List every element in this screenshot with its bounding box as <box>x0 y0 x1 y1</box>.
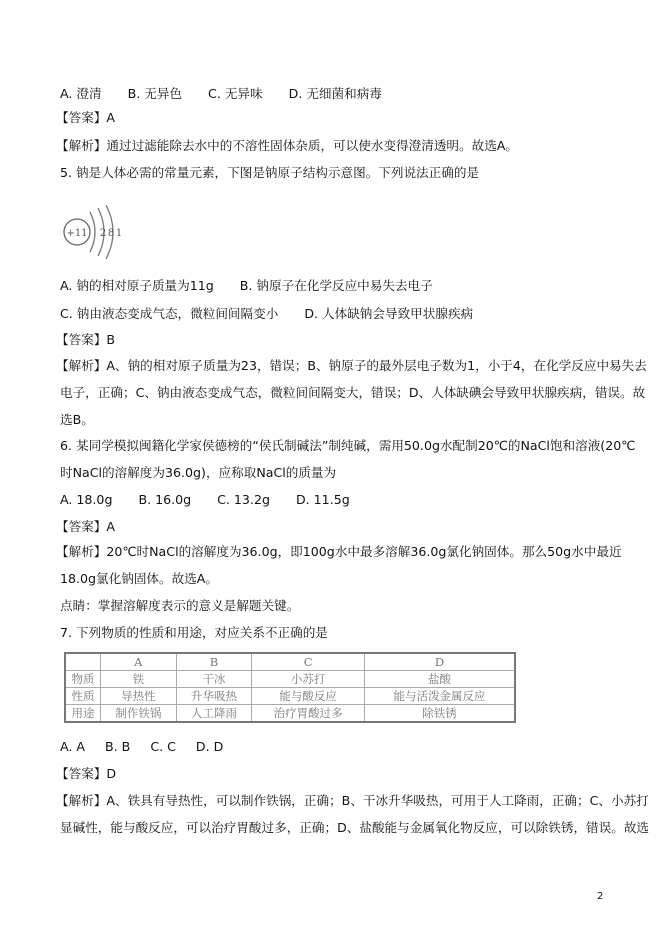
option-a: A. 澄清 <box>60 86 102 101</box>
q4-options <box>60 86 408 102</box>
table-cell: 盐酸 <box>364 671 515 688</box>
q5-analysis-line: 【解析】A、钠的相对原子质量为23，错误；B、钠原子的最外层电子数为1，小于4，在化学反应中易失去 <box>56 358 647 373</box>
option-c: C. 13.2g <box>217 492 270 507</box>
option-a: A. A <box>60 739 86 754</box>
table-row <box>65 705 515 723</box>
option-c: C. C <box>150 739 176 754</box>
table-cell: A <box>101 653 177 671</box>
table-cell: 制作铁锅 <box>101 705 177 723</box>
q6-analysis-line: 【解析】20℃时NaCl的溶解度为36.0g，即100g水中最多溶解36.0g氯化钠固体。那么50g水中最近 <box>56 544 622 559</box>
option-b: B. 无异色 <box>127 86 183 101</box>
table-cell: 除铁锈 <box>364 705 515 723</box>
option-b: B. B <box>105 739 131 754</box>
option-a: A. 钠的相对原子质量为11g <box>60 278 214 293</box>
q7-analysis-line: 【解析】A、铁具有导热性，可以制作铁锅，正确；B、干冰升华吸热，可用于人工降雨，正确；C、小苏打 <box>56 793 649 808</box>
table-cell: B <box>176 653 252 671</box>
table-cell: C <box>252 653 365 671</box>
table-row <box>65 688 515 705</box>
shell-electrons: 2 <box>99 228 107 239</box>
q6-options <box>60 492 376 508</box>
q6-analysis-line: 18.0g氯化钠固体。故选A。 <box>60 571 218 586</box>
q5-answer: 【答案】B <box>56 332 116 347</box>
table-cell: 能与活泼金属反应 <box>364 688 515 705</box>
table-cell: 能与酸反应 <box>252 688 365 705</box>
q6-answer: 【答案】A <box>56 519 115 534</box>
q4-answer: 【答案】A <box>56 110 115 125</box>
q7-analysis-line: 显碱性，能与酸反应，可以治疗胃酸过多，正确；D、盐酸能与金属氧化物反应，可以除铁锈，错误。故选 <box>60 820 650 835</box>
option-d: D. 11.5g <box>295 492 350 507</box>
table-cell: 铁 <box>101 671 177 688</box>
shell-arc <box>90 212 95 252</box>
q7-table <box>64 652 516 723</box>
option-c: C. 钠由液态变成气态，微粒间间隔变小 <box>60 306 279 321</box>
q7-options <box>60 739 249 755</box>
option-d: D. D <box>195 739 224 754</box>
option-b: B. 钠原子在化学反应中易失去电子 <box>239 278 433 293</box>
table-cell: 小苏打 <box>252 671 365 688</box>
table-header-row <box>65 653 515 671</box>
table-cell: 治疗胃酸过多 <box>252 705 365 723</box>
q6-stem-line: 6. 某同学模拟闽籍化学家侯德榜的“侯氏制碱法”制纯碱，需用50.0g水配制20℃的NaCl饱和溶液(20℃ <box>60 438 636 453</box>
q5-options-1 <box>60 278 459 294</box>
option-a: A. 18.0g <box>60 492 113 507</box>
option-d: D. 人体缺钠会导致甲状腺疾病 <box>304 306 474 321</box>
table-row <box>65 671 515 688</box>
q7-stem: 7. 下列物质的性质和用途，对应关系不正确的是 <box>60 625 328 640</box>
q5-stem: 5. 钠是人体必需的常量元素，下图是钠原子结构示意图。下列说法正确的是 <box>60 165 480 180</box>
option-c: C. 无异味 <box>208 86 263 101</box>
option-b: B. 16.0g <box>138 492 192 507</box>
table-cell: 用途 <box>65 705 101 723</box>
table-cell <box>65 653 101 671</box>
table-cell: 升华吸热 <box>176 688 252 705</box>
table-cell: D <box>364 653 515 671</box>
page-number: 2 <box>597 891 604 902</box>
table-cell: 干冰 <box>176 671 252 688</box>
table-cell: 导热性 <box>101 688 177 705</box>
q6-tip: 点睛：掌握溶解度表示的意义是解题关键。 <box>60 598 300 613</box>
table-cell: 性质 <box>65 688 101 705</box>
option-d: D. 无细菌和病毒 <box>288 86 382 101</box>
sodium-atom-diagram <box>60 205 140 260</box>
q5-analysis-line: 选B。 <box>60 412 94 427</box>
table-cell: 物质 <box>65 671 101 688</box>
q6-stem-line: 时NaCl的溶解度为36.0g)，应称取NaCl的质量为 <box>60 465 337 480</box>
shell-electrons: 1 <box>115 228 123 239</box>
shell-electrons: 8 <box>107 228 115 239</box>
q4-analysis: 【解析】通过过滤能除去水中的不溶性固体杂质，可以使水变得澄清透明。故选A。 <box>56 138 518 153</box>
table-cell: 人工降雨 <box>176 705 252 723</box>
q5-analysis-line: 电子，正确；C、钠由液态变成气态，微粒间间隔变大，错误；D、人体缺碘会导致甲状腺疾病，错误。故 <box>60 385 646 400</box>
q5-options-2 <box>60 306 499 322</box>
q7-answer: 【答案】D <box>56 766 117 781</box>
nucleus-charge: +11 <box>66 228 88 239</box>
